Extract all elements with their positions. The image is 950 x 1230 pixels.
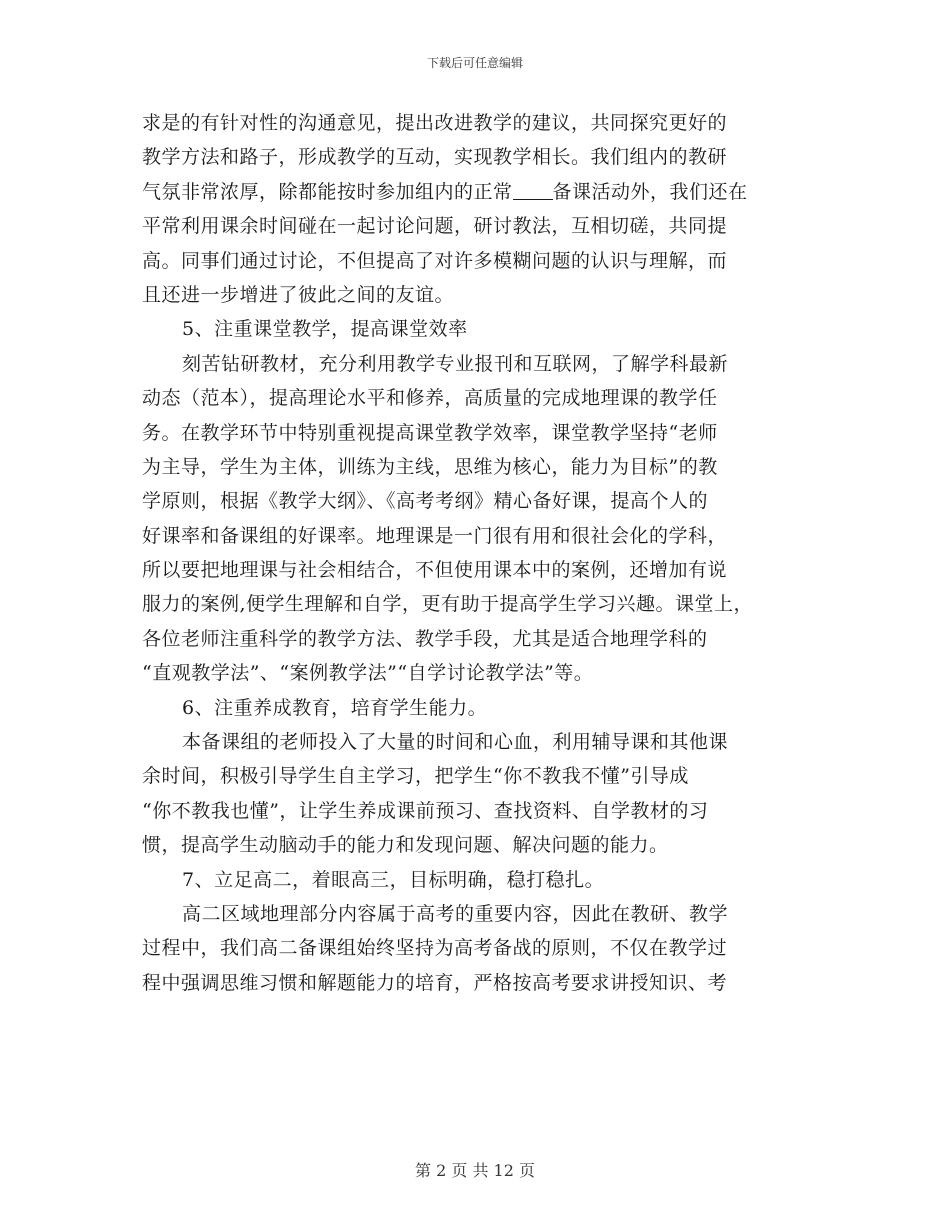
- text-line: 服力的案例,便学生理解和自学，更有助于提高学生学习兴趣。课堂上，: [142, 593, 754, 616]
- text-line: 求是的有针对性的沟通意见，提出改进教学的建议，共同探究更好的: [142, 112, 728, 134]
- text-line: 过程中，我们高二备课组始终坚持为高考备战的原则，不仅在教学过: [142, 937, 728, 960]
- text-line: 为主导，学生为主体，训练为主线，思维为核心，能力为目标”的教: [142, 455, 718, 478]
- text-fragment: 备课活动外，我们还在: [552, 180, 748, 203]
- text-line: 平常利用课余时间碰在一起讨论问题，研讨教法，互相切磋，共同提: [142, 215, 728, 238]
- section-heading-7: 7、立足高二，着眼高三，目标明确，稳打稳扎。: [182, 868, 605, 891]
- page-header: 下载后可任意编辑: [426, 56, 523, 70]
- text-line: 所以要把地理课与社会相结合，不但使用课本中的案例，还增加有说: [142, 559, 728, 582]
- text-line: “你不教我也懂”，让学生养成课前预习、查找资料、自学教材的习: [142, 799, 709, 822]
- text-line: 教学方法和路子，形成教学的互动，实现教学相长。我们组内的教研: [142, 146, 728, 169]
- section-heading-6: 6、注重养成教育，培育学生能力。: [182, 696, 488, 719]
- text-line: 好课率和备课组的好课率。地理课是一门很有用和很社会化的学科，: [142, 524, 728, 547]
- text-line: 高。同事们通过讨论，不但提高了对许多模糊问题的认识与理解，而: [142, 249, 728, 272]
- text-line: 学原则，根据《教学大纲》、《高考考纲》精心备好课，提高个人的: [142, 490, 709, 513]
- text-line: 各位老师注重科学的教学方法、教学手段，尤其是适合地理学科的: [142, 627, 708, 650]
- text-line: 务。在教学环节中特别重视提高课堂教学效率，课堂教学坚持“老师: [142, 421, 718, 444]
- text-line: 且还进一步增进了彼此之间的友谊。: [142, 283, 455, 306]
- text-line: 刻苦钻研教材，充分利用教学专业报刊和互联网，了解学科最新: [182, 352, 729, 375]
- text-line: 动态（范本），提高理论水平和修养，高质量的完成地理课的教学任: [142, 387, 718, 410]
- text-line: 高二区域地理部分内容属于高考的重要内容，因此在教研、教学: [182, 902, 729, 925]
- page-number-footer: 第 2 页 共 12 页: [415, 1161, 535, 1180]
- text-line: 惯，提高学生动脑动手的能力和发现问题、解决问题的能力。: [142, 834, 669, 857]
- text-line: 余时间，积极引导学生自主学习，把学生“你不教我不懂”引导成: [142, 765, 689, 788]
- section-heading-5: 5、注重课堂教学，提高课堂效率: [182, 318, 468, 341]
- text-line: 程中强调思维习惯和解题能力的培育，严格按高考要求讲授知识、考: [142, 971, 728, 994]
- document-body: [142, 106, 822, 1000]
- fill-blank: [513, 179, 553, 200]
- text-line: [142, 175, 822, 209]
- text-line: 本备课组的老师投入了大量的时间和心血，利用辅导课和其他课: [182, 731, 729, 754]
- text-fragment: 气氛非常浓厚，除都能按时参加组内的正常: [142, 180, 513, 203]
- text-line: “直观教学法”、“案例教学法”“自学讨论教学法”等。: [142, 662, 594, 685]
